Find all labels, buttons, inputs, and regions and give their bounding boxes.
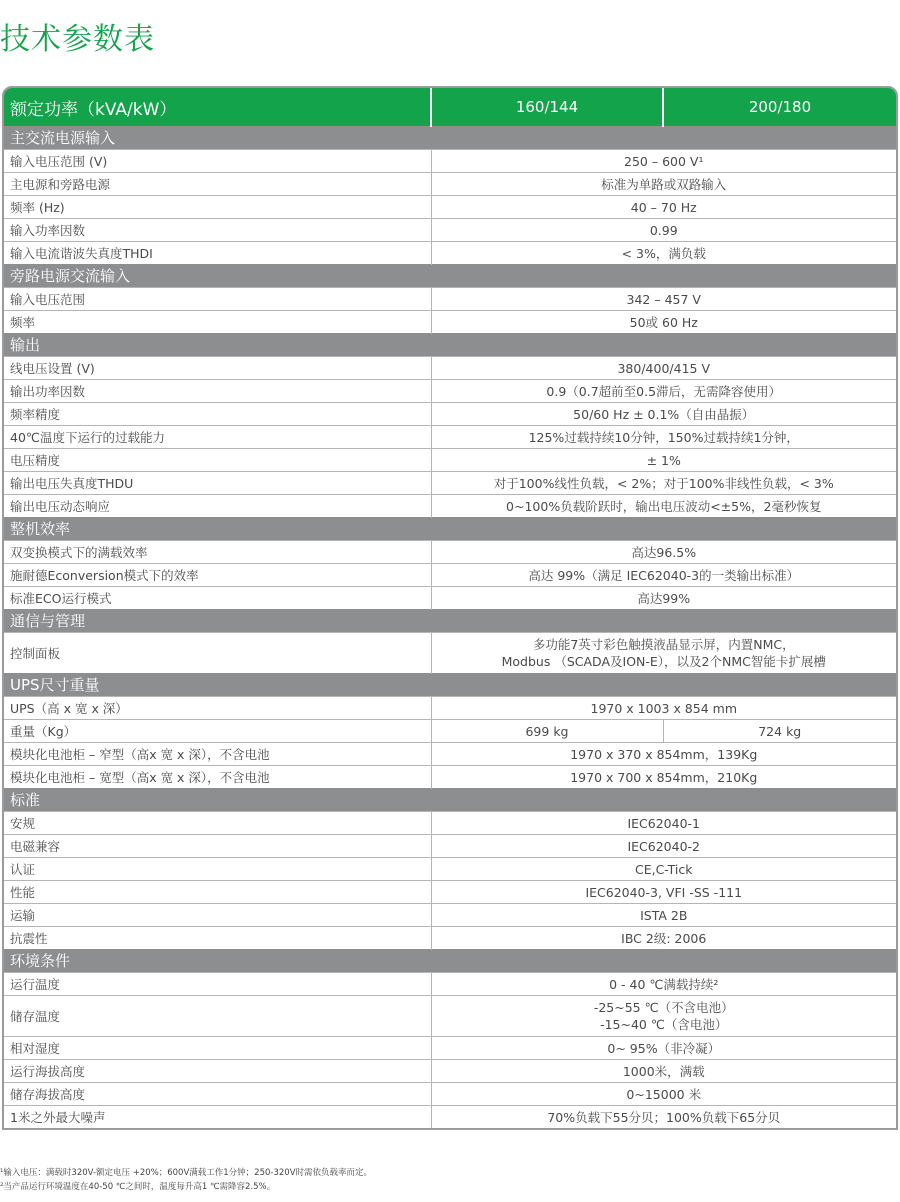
- row-value-160: 699 kg: [431, 720, 663, 743]
- row-label: 运行温度: [4, 973, 431, 996]
- row-label: 输入功率因数: [4, 219, 431, 242]
- table-row: [4, 495, 896, 518]
- section-title: 旁路电源交流输入: [4, 265, 896, 288]
- table-row: [4, 196, 896, 219]
- row-value: [431, 996, 896, 1037]
- row-value: < 3%，满负载: [431, 242, 896, 265]
- table-row: [4, 587, 896, 610]
- table-row: [4, 219, 896, 242]
- row-label: 运行海拔高度: [4, 1060, 431, 1083]
- footnote-1: ¹输入电压：满载时320V-额定电压 +20%；600V满载工作1分钟；250-320V时需依负载率而定。: [0, 1168, 373, 1178]
- row-value: [431, 633, 896, 674]
- row-value: 50或 60 Hz: [431, 311, 896, 334]
- row-label: 控制面板: [4, 633, 431, 674]
- row-label: UPS（高 x 宽 x 深）: [4, 697, 431, 720]
- row-value: 0.9（0.7超前至0.5滞后，无需降容使用）: [431, 380, 896, 403]
- row-label: 运输: [4, 904, 431, 927]
- row-label: 电压精度: [4, 449, 431, 472]
- table-row: [4, 927, 896, 950]
- table-row: [4, 472, 896, 495]
- row-value: 50/60 Hz ± 0.1%（自由晶振）: [431, 403, 896, 426]
- table-row: [4, 1106, 896, 1129]
- section-header-row: [4, 127, 896, 150]
- row-label: 输出功率因数: [4, 380, 431, 403]
- row-label: 模块化电池柜 – 宽型（高x 宽 x 深），不含电池: [4, 766, 431, 789]
- row-label: 1米之外最大噪声: [4, 1106, 431, 1129]
- row-label: 输入电压范围 (V): [4, 150, 431, 173]
- row-label: 认证: [4, 858, 431, 881]
- row-value: ± 1%: [431, 449, 896, 472]
- section-header-row: [4, 334, 896, 357]
- row-value: 125%过载持续10分钟，150%过载持续1分钟，: [431, 426, 896, 449]
- row-value-200: 724 kg: [663, 720, 896, 743]
- row-value: 70%负载下55分贝；100%负载下65分贝: [431, 1106, 896, 1129]
- row-value: 0~ 95%（非冷凝）: [431, 1037, 896, 1060]
- row-label: 频率: [4, 311, 431, 334]
- row-value: 对于100%线性负载，< 2%；对于100%非线性负载，< 3%: [431, 472, 896, 495]
- table-row: [4, 288, 896, 311]
- section-title: 整机效率: [4, 518, 896, 541]
- row-value: 0~100%负载阶跃时，输出电压波动<±5%，2毫秒恢复: [431, 495, 896, 518]
- header-model-200: 200/180: [663, 88, 896, 127]
- row-label: 重量（Kg）: [4, 720, 431, 743]
- table-row: [4, 904, 896, 927]
- row-value-line: -15~40 ℃（含电池）: [600, 1017, 728, 1032]
- table-row: [4, 633, 896, 674]
- table-row: [4, 564, 896, 587]
- row-value: 380/400/415 V: [431, 357, 896, 380]
- row-value: 0 - 40 ℃满载持续²: [431, 973, 896, 996]
- section-title: 通信与管理: [4, 610, 896, 633]
- header-rated-power: 额定功率（kVA/kW）: [4, 88, 431, 127]
- row-label: 输入电压范围: [4, 288, 431, 311]
- row-value: 高达99%: [431, 587, 896, 610]
- table-row: [4, 858, 896, 881]
- page-title: 技术参数表: [0, 22, 155, 57]
- section-header-row: [4, 265, 896, 288]
- table-row: [4, 743, 896, 766]
- row-label: 输入电流谐波失真度THDI: [4, 242, 431, 265]
- row-label: 相对湿度: [4, 1037, 431, 1060]
- row-value: 1970 x 700 x 854mm，210Kg: [431, 766, 896, 789]
- section-title: 环境条件: [4, 950, 896, 973]
- row-value: ISTA 2B: [431, 904, 896, 927]
- section-title: UPS尺寸重量: [4, 674, 896, 697]
- table-body: [4, 127, 896, 1129]
- table-row: [4, 1083, 896, 1106]
- row-value-line: -25~55 ℃（不含电池）: [593, 1000, 734, 1015]
- table-row: [4, 150, 896, 173]
- section-header-row: [4, 674, 896, 697]
- section-title: 输出: [4, 334, 896, 357]
- row-value: 标准为单路或双路输入: [431, 173, 896, 196]
- row-value: 0~15000 米: [431, 1083, 896, 1106]
- section-title: 主交流电源输入: [4, 127, 896, 150]
- table-row: [4, 403, 896, 426]
- table-row: [4, 357, 896, 380]
- table-row: [4, 242, 896, 265]
- row-label: 储存温度: [4, 996, 431, 1037]
- row-value: CE,C-Tick: [431, 858, 896, 881]
- section-title: 标准: [4, 789, 896, 812]
- footnotes: [0, 1166, 900, 1194]
- row-value: 1970 x 1003 x 854 mm: [431, 697, 896, 720]
- row-label: 输出电压失真度THDU: [4, 472, 431, 495]
- row-value-line: 多功能7英寸彩色触摸液晶显示屏，内置NMC，: [532, 637, 795, 652]
- table-row: [4, 426, 896, 449]
- table-row: [4, 996, 896, 1037]
- table-row: [4, 1060, 896, 1083]
- row-value: IEC62040-1: [431, 812, 896, 835]
- table-row: [4, 720, 896, 743]
- row-value-line: Modbus （SCADA及ION-E），以及2个NMC智能卡扩展槽: [501, 654, 826, 669]
- table-row: [4, 173, 896, 196]
- table-row: [4, 541, 896, 564]
- row-label: 模块化电池柜 – 窄型（高x 宽 x 深），不含电池: [4, 743, 431, 766]
- table-row: [4, 697, 896, 720]
- row-value: IBC 2级: 2006: [431, 927, 896, 950]
- table-row: [4, 835, 896, 858]
- table-row: [4, 881, 896, 904]
- row-value: 1970 x 370 x 854mm，139Kg: [431, 743, 896, 766]
- row-value: IEC62040-3, VFI -SS -111: [431, 881, 896, 904]
- row-value: 0.99: [431, 219, 896, 242]
- table-row: [4, 449, 896, 472]
- row-value: 250 – 600 V¹: [431, 150, 896, 173]
- footnote-2: ²当产品运行环境温度在40-50 ℃之间时，温度每升高1 ℃需降容2.5%。: [0, 1182, 276, 1192]
- table-row: [4, 311, 896, 334]
- row-label: 线电压设置 (V): [4, 357, 431, 380]
- row-label: 标准ECO运行模式: [4, 587, 431, 610]
- table-row: [4, 973, 896, 996]
- row-label: 40℃温度下运行的过载能力: [4, 426, 431, 449]
- row-label: 施耐德Econversion模式下的效率: [4, 564, 431, 587]
- table-header-row: [4, 88, 896, 127]
- table-row: [4, 380, 896, 403]
- section-header-row: [4, 950, 896, 973]
- row-label: 安规: [4, 812, 431, 835]
- row-label: 频率精度: [4, 403, 431, 426]
- section-header-row: [4, 789, 896, 812]
- row-label: 频率 (Hz): [4, 196, 431, 219]
- section-header-row: [4, 518, 896, 541]
- row-value: 高达96.5%: [431, 541, 896, 564]
- row-label: 性能: [4, 881, 431, 904]
- row-value: IEC62040-2: [431, 835, 896, 858]
- header-model-160: 160/144: [431, 88, 663, 127]
- row-label: 输出电压动态响应: [4, 495, 431, 518]
- row-label: 电磁兼容: [4, 835, 431, 858]
- table-row: [4, 1037, 896, 1060]
- row-value: 342 – 457 V: [431, 288, 896, 311]
- row-label: 双变换模式下的满载效率: [4, 541, 431, 564]
- row-label: 抗震性: [4, 927, 431, 950]
- table-row: [4, 766, 896, 789]
- row-value: 高达 99%（满足 IEC62040-3的一类输出标准）: [431, 564, 896, 587]
- row-label: 储存海拔高度: [4, 1083, 431, 1106]
- table-row: [4, 812, 896, 835]
- section-header-row: [4, 610, 896, 633]
- row-label: 主电源和旁路电源: [4, 173, 431, 196]
- spec-table: [2, 86, 898, 1130]
- row-value: 40 – 70 Hz: [431, 196, 896, 219]
- row-value: 1000米，满载: [431, 1060, 896, 1083]
